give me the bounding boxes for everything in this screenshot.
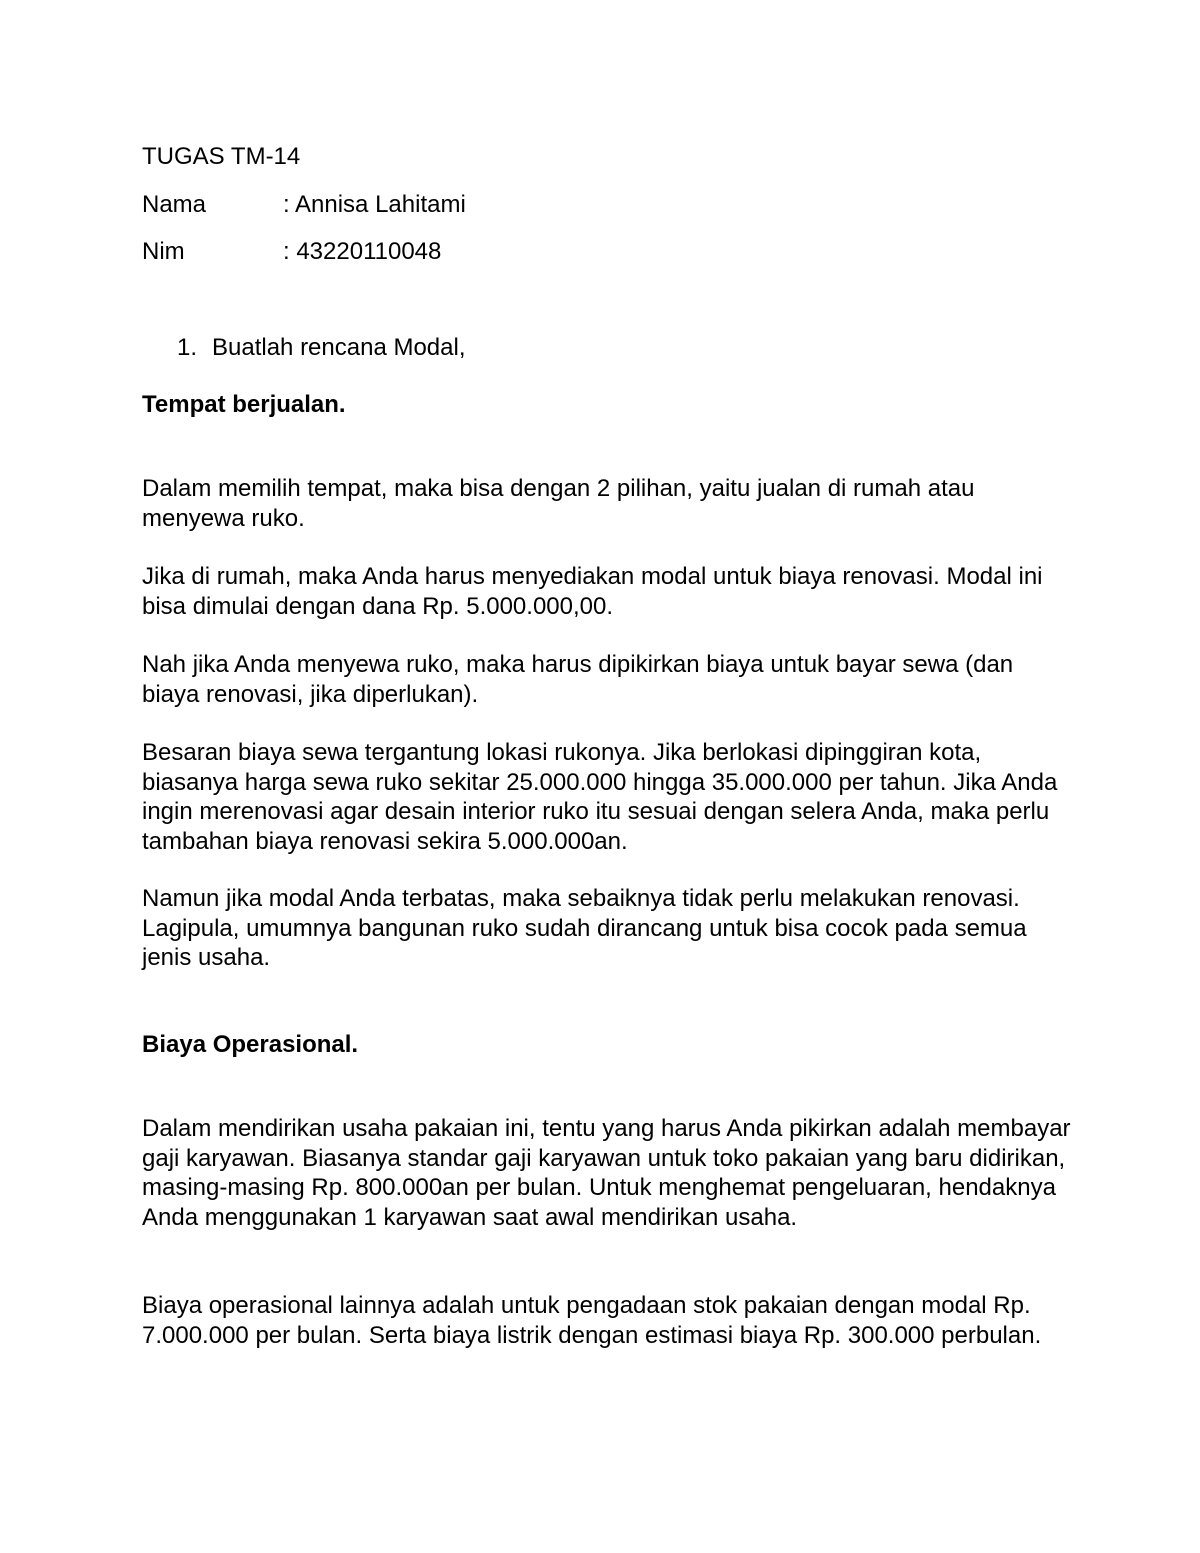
paragraph: Besaran biaya sewa tergantung lokasi rukonya. Jika berlokasi dipinggiran kota, biasanya harga sewa ruko sekitar 25.000.000 hingga 35.000.000 per tahun. Jika Anda ingin merenovasi agar desain interior ruko itu sesuai dengan selera Anda, maka perlu tambahan biaya renovasi sekira 5.000.000an. — [142, 739, 1058, 855]
paragraph: Jika di rumah, maka Anda harus menyediakan modal untuk biaya renovasi. Modal ini bisa dimulai dengan dana Rp. 5.000.000,00. — [142, 563, 1043, 620]
nim-value: : 43220110048 — [283, 238, 442, 265]
paragraph: Dalam mendirikan usaha pakaian ini, tentu yang harus Anda pikirkan adalah membayar gaji karyawan. Biasanya standar gaji karyawan untuk toko pakaian yang baru didirikan, masing-masing Rp. 800.000an per bulan. Untuk menghemat pengeluaran, hendaknya Anda menggunakan 1 karyawan saat awal mendirikan usaha. — [142, 1115, 1071, 1231]
paragraph: Biaya operasional lainnya adalah untuk pengadaan stok pakaian dengan modal Rp. 7.000.000 per bulan. Serta biaya listrik dengan estimasi biaya Rp. 300.000 perbulan. — [142, 1292, 1042, 1349]
document-title: TUGAS TM-14 — [142, 143, 301, 170]
nim-label: Nim — [142, 238, 185, 265]
nama-value: : Annisa Lahitami — [283, 191, 466, 218]
paragraph: Namun jika modal Anda terbatas, maka sebaiknya tidak perlu melakukan renovasi. Lagipula, umumnya bangunan ruko sudah dirancang untuk bisa cocok pada semua jenis usaha. — [142, 885, 1027, 971]
nama-label: Nama — [142, 191, 207, 218]
section-heading-tempat: Tempat berjualan. — [142, 391, 346, 418]
question-number: 1. — [177, 334, 198, 361]
section-heading-operasional: Biaya Operasional. — [142, 1031, 359, 1058]
paragraph: Dalam memilih tempat, maka bisa dengan 2 pilihan, yaitu jualan di rumah atau menyewa ruko. — [142, 475, 975, 532]
paragraph: Nah jika Anda menyewa ruko, maka harus dipikirkan biaya untuk bayar sewa (dan biaya renovasi, jika diperlukan). — [142, 651, 1014, 708]
question-text: Buatlah rencana Modal, — [212, 334, 466, 361]
